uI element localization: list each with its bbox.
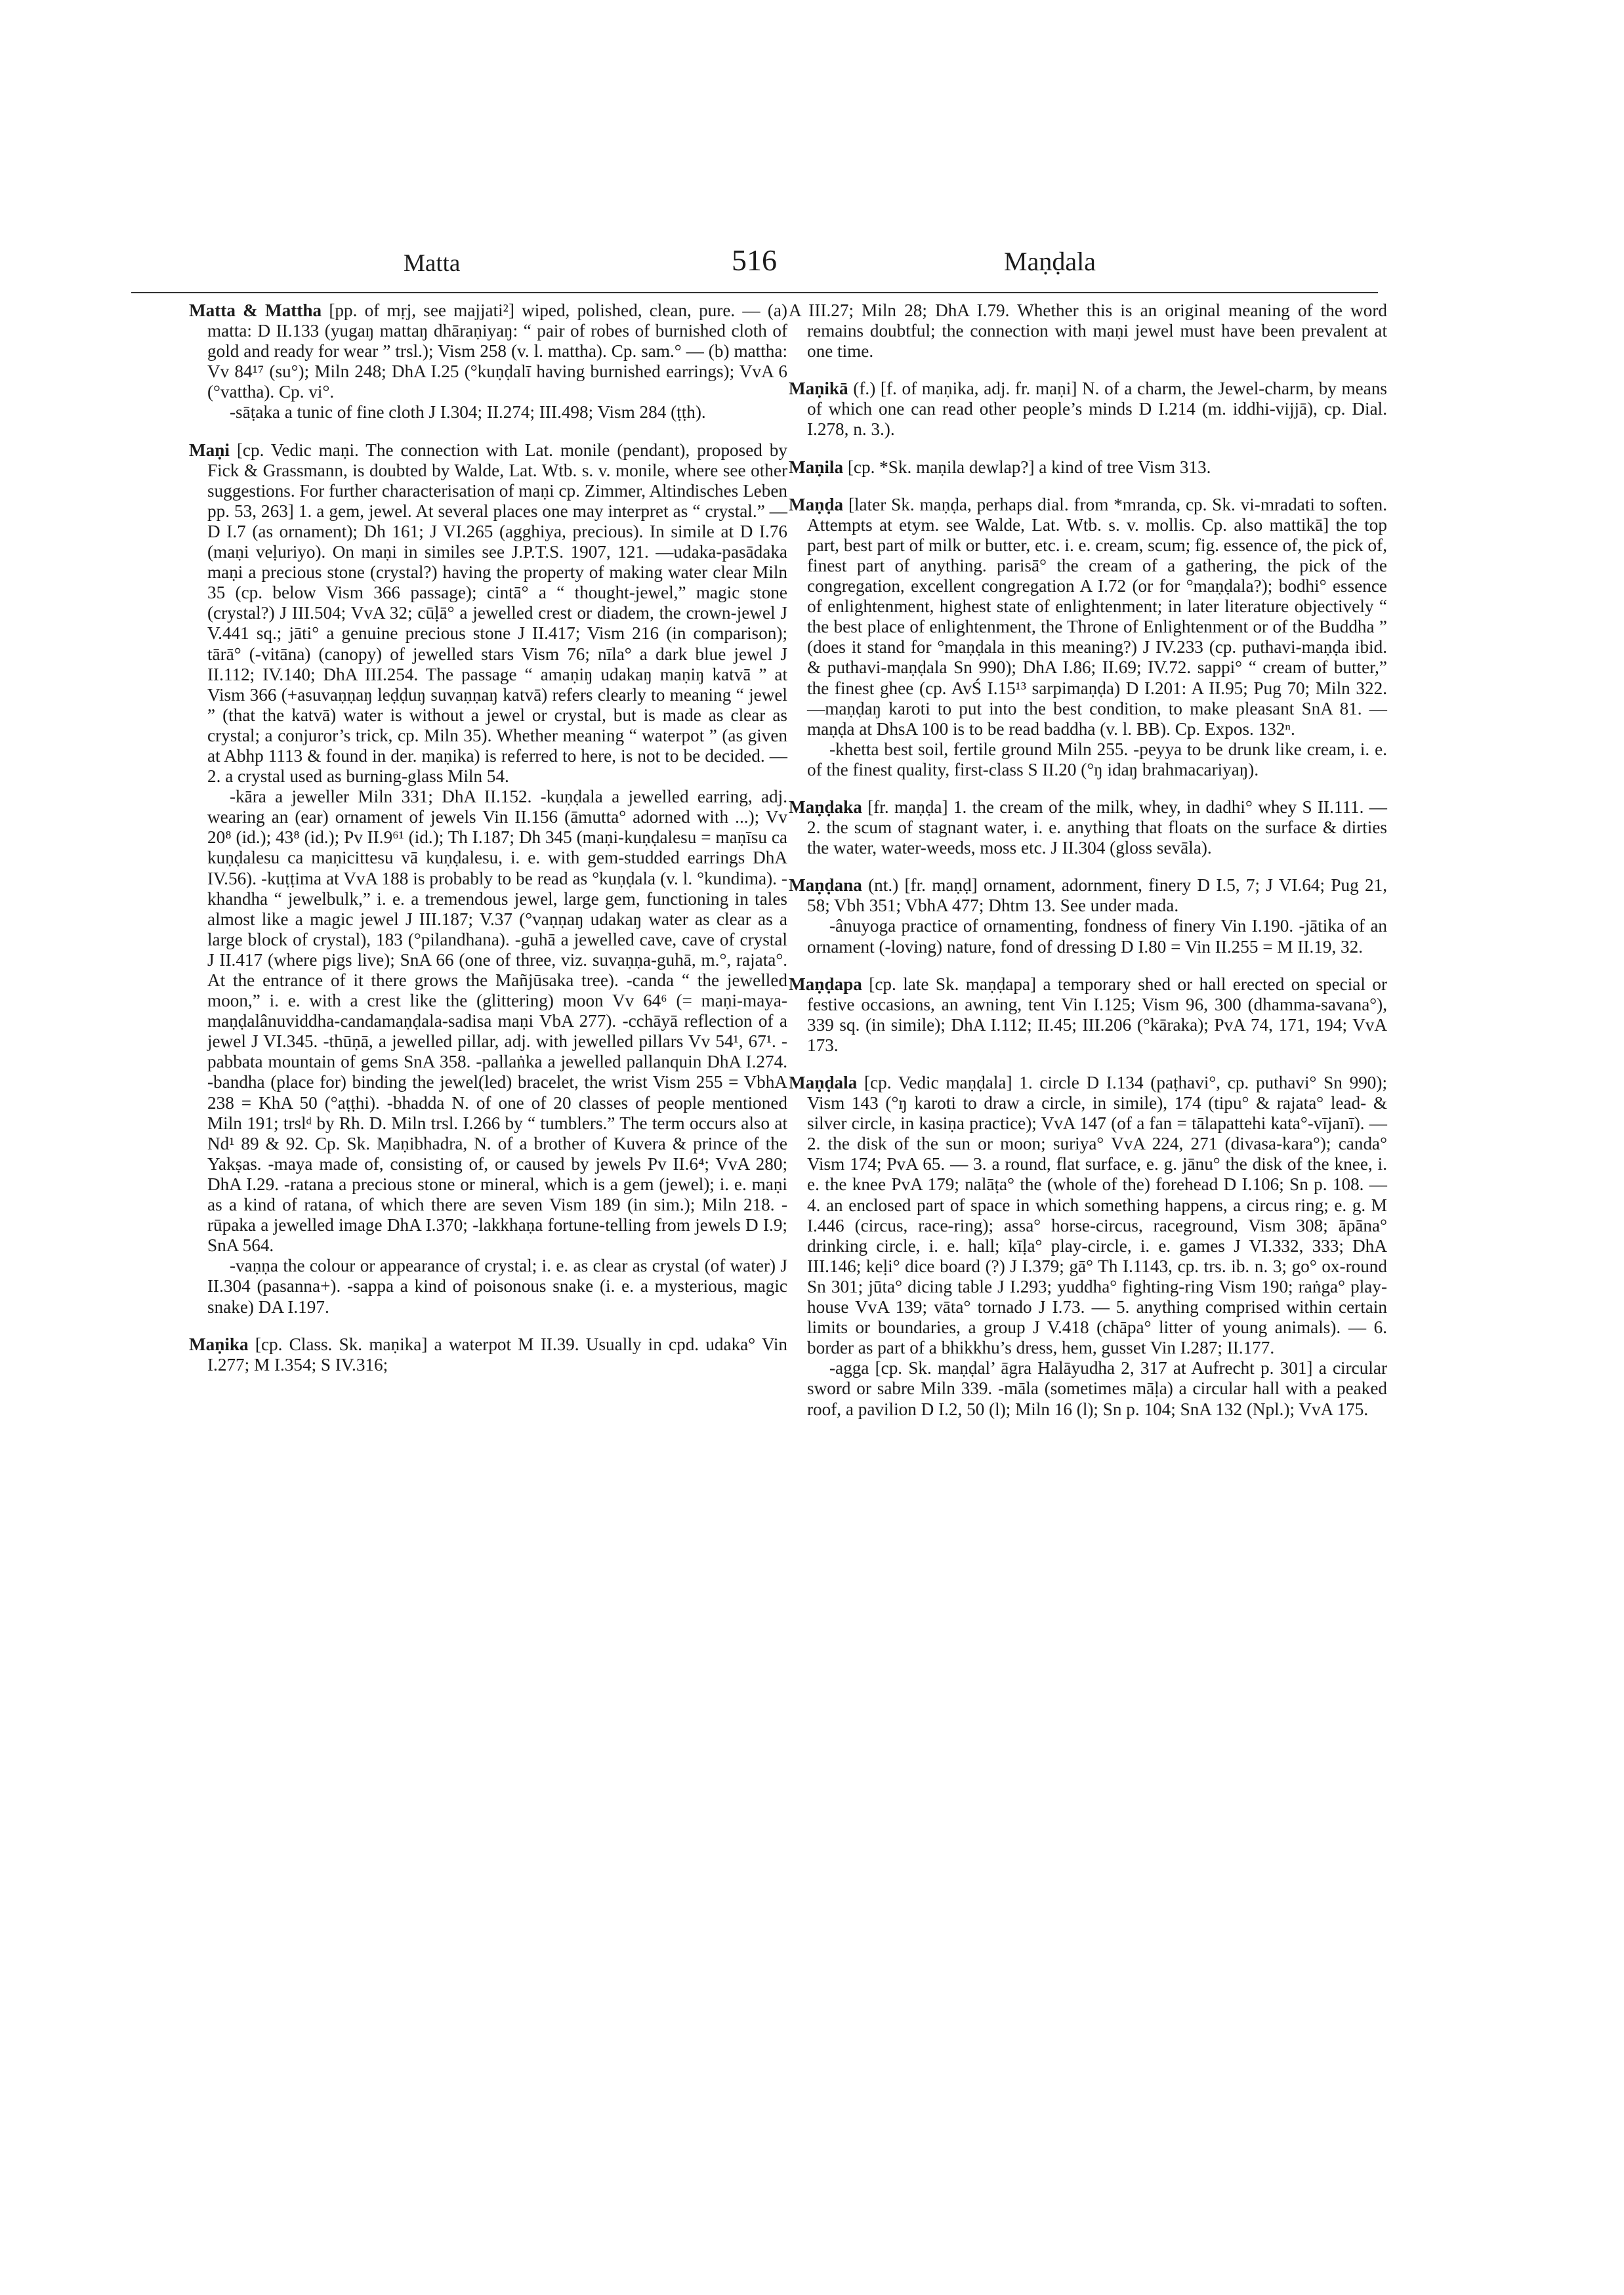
dictionary-entry — [789, 300, 1387, 362]
left-guide-word: Matta — [404, 250, 461, 277]
entry-body: [cp. Class. Sk. maṇika] a waterpot M II.39. Usually in cpd. udaka° Vin I.277; M I.354; S IV.316; — [207, 1334, 787, 1375]
entry-compounds: -agga [cp. Sk. maṇḍal’ āgra Halāyudha 2, 317 at Aufrecht p. 301] a circular sword or sabre Miln 339. -māla (sometimes māḷa) a circular hall with a peaked roof, a pavilion D I.2, 50 (l); Miln 16 (l); Sn p. 104; SnA 132 (Npl.); VvA 175. — [807, 1358, 1387, 1419]
entry-headword: Matta & Mattha — [189, 300, 322, 320]
entry-compounds: -vaṇṇa the colour or appearance of crystal; i. e. as clear as crystal (of water) J II.304 (pasanna+). -sappa a kind of poisonous snake (i. e. a mysterious, magic snake) DA I.197. — [207, 1256, 787, 1317]
dictionary-entry — [789, 379, 1387, 440]
dictionary-entry — [789, 797, 1387, 858]
entry-body: [pp. of mṛj, see majjati²] wiped, polished, clean, pure. — (a) matta: D II.133 (yugaŋ mattaŋ dhāraṇiyaŋ: “ pair of robes of burnished cloth of gold and ready for wear ” trsl.); Vism 258 (v. l. mattha). Cp. sam.° — (b) mattha: Vv 84¹⁷ (su°); Miln 248; DhA I.25 (°kuṇḍalī having burnished earrings); VvA 6 (°vattha). Cp. vi°. — [207, 300, 787, 402]
header-rule — [131, 292, 1378, 293]
dictionary-entry — [789, 875, 1387, 957]
entry-headword: Maṇḍaka — [789, 796, 862, 817]
entry-headword: Maṇḍana — [789, 875, 862, 896]
dictionary-entry — [789, 495, 1387, 780]
entry-body: [cp. Vedic maṇi. The connection with Lat. monile (pendant), proposed by Fick & Grassmann, is doubted by Walde, Lat. Wtb. s. v. monile, where see other suggestions. For further characterisation of maṇi cp. Zimmer, Altindisches Leben pp. 53, 263] 1. a gem, jewel. At several places one may interpret as “ crystal.” — D I.7 (as ornament); Dh 161; J VI.265 (agghiya, precious). In simile at D I.76 (maṇi veḷuriyo). On maṇi in similes see J.P.T.S. 1907, 121. —udaka-pasādaka maṇi a precious stone (crystal?) having the property of making water clear Miln 35 (cp. below Vism 366 passage); cintā° a “ thought-jewel,” magic stone (crystal?) J III.504; VvA 32; cūḷā° a jewelled crest or diadem, the crown-jewel J V.441 sq.; jāti° a genuine precious stone J II.417; Vism 216 (in comparison); tārā° (-vitāna) (canopy) of jewelled stars Vism 76; nīla° a dark blue jewel J II.112; IV.140; DhA III.254. The passage “ amaṇiŋ udakaŋ maṇiŋ katvā ” at Vism 366 (+asuvaṇṇaŋ leḍḍuŋ suvaṇṇaŋ katvā) refers clearly to meaning “ jewel ” (that the katvā) water is without a jewel or crystal, but is made as clear as crystal; a conjuror’s trick, cp. Miln 35). Whether meaning “ waterpot ” (as given at Abhp 1113 & found in der. maṇika) is referred to here, is not to be decided. — 2. a crystal used as burning-glass Miln 54. — [207, 440, 787, 787]
page-number: 516 — [732, 243, 777, 277]
left-column — [189, 300, 787, 1375]
entry-compounds: -ânuyoga practice of ornamenting, fondness of finery Vin I.190. -jātika of an ornament (-loving) nature, fond of dressing D I.80 = Vin II.255 = M II.19, 32. — [807, 916, 1387, 957]
dictionary-entry — [789, 1073, 1387, 1420]
entry-headword: Maṇḍapa — [789, 974, 862, 994]
entry-headword: Maṇḍa — [789, 494, 844, 514]
right-column — [789, 300, 1387, 1420]
entry-headword: Maṇila — [789, 457, 844, 477]
dictionary-entry — [189, 300, 787, 423]
entry-headword: Maṇikā — [789, 379, 848, 399]
dictionary-entry — [789, 974, 1387, 1056]
entry-body: (f.) [f. of maṇika, adj. fr. maṇi] N. of a charm, the Jewel-charm, by means of which one can read other people’s minds D I.214 (m. iddhi-vijjā), cp. Dial. I.278, n. 3.). — [807, 379, 1387, 440]
entry-headword: Maṇḍala — [789, 1073, 858, 1092]
running-header — [131, 243, 1378, 289]
entry-body: [cp. late Sk. maṇḍapa] a temporary shed or hall erected on special or festive occasions, an awning, tent Vin I.125; Vism 96, 300 (dhamma-savana°), 339 sq. (in simile); DhA I.112; II.45; III.206 (°kāraka); PvA 74, 171, 194; VvA 173. — [807, 974, 1387, 1055]
entry-body: A III.27; Miln 28; DhA I.79. Whether this is an original meaning of the word remains doubtful; the connection with maṇi jewel must have been prevalent at one time. — [789, 300, 1387, 362]
dictionary-entry — [189, 1334, 787, 1375]
entry-body: [later Sk. maṇḍa, perhaps dial. from *mranda, cp. Sk. vi-mradati to soften. Attempts at etym. see Walde, Lat. Wtb. s. v. mollis. Cp. also mattikā] the top part, best part of milk or butter, etc. i. e. cream, scum; fig. essence of, the pick of, finest part of anything. parisā° the cream of a gathering, the pick of the congregation, excellent congregation A I.72 (or for °maṇḍala?); bodhi° essence of enlightenment, highest state of enlightenment; in later literature objectively “ the best place of enlightenment, the Throne of Enlightenment or of the Buddha ” (does it stand for °maṇḍala in this meaning?) J IV.233 (cp. puthavi-maṇḍa ibid. & puthavi-maṇḍala Sn 990); DhA I.86; II.69; IV.72. sappi° “ cream of butter,” the finest ghee (cp. AvŚ I.15¹³ sarpimaṇḍa) D I.201: A II.95; Pug 70; Miln 322. —maṇḍaŋ karoti to put into the best condition, to make pleasant SnA 81. —maṇḍa at DhsA 100 is to be read baddha (v. l. BB). Cp. Expos. 132ⁿ. — [807, 494, 1387, 739]
entry-body: [cp. *Sk. maṇila dewlap?] a kind of tree Vism 313. — [843, 457, 1211, 477]
entry-body: [fr. maṇḍa] 1. the cream of the milk, whey, in dadhi° whey S II.111. — 2. the scum of stagnant water, i. e. anything that floats on the surface & dirties the water, water-weeds, moss etc. J II.304 (gloss sevāla). — [807, 796, 1387, 858]
entry-body: [cp. Vedic maṇḍala] 1. circle D I.134 (paṭhavi°, cp. puthavi° Sn 990); Vism 143 (°ŋ karoti to draw a circle, in simile), 174 (tipu° & rajata° lead- & silver circle, in kasiṇa practice); VvA 147 (of a fan = tālapattehi kata°-vījanī). — 2. the disk of the sun or moon; suriya° VvA 224, 271 (divasa-kara°); canda° Vism 174; PvA 65. — 3. a round, flat surface, e. g. jānu° the disk of the knee, i. e. the knee PvA 179; nalāṭa° the (whole of the) forehead D I.106; Sn p. 108. — 4. an enclosed part of space in which something happens, a circus ring; e. g. M I.446 (circus, race-ring); assa° horse-circus, raceground, Vism 308; āpāna° drinking circle, i. e. hall; kīḷa° play-circle, i. e. games J VI.332, 333; DhA III.146; keḷi° dice board (?) J I.379; gā° Th I.1143, cp. trs. ib. n. 3; go° ox-round Sn 301; jūta° dicing table J I.293; yuddha° fighting-ring Vism 190; raṅga° play-house VvA 139; vāta° tornado J I.73. — 5. anything comprised within certain limits or boundaries, a group J V.418 (chāpa° litter of young animals). — 6. border as part of a bhikkhu’s dress, hem, gusset Vin I.287; II.177. — [807, 1073, 1387, 1358]
dictionary-entry — [189, 440, 787, 1317]
entry-compounds: -sāṭaka a tunic of fine cloth J I.304; II.274; III.498; Vism 284 (ṭṭh). — [230, 402, 706, 423]
entry-headword: Maṇi — [189, 440, 230, 460]
entry-headword: Maṇika — [189, 1334, 249, 1354]
entry-body: (nt.) [fr. maṇḍ] ornament, adornment, finery D I.5, 7; J VI.64; Pug 21, 58; Vbh 351; VbhA 477; Dhtm 13. See under mada. — [807, 875, 1387, 916]
right-guide-word: Maṇḍala — [1004, 247, 1096, 276]
entry-compounds: -kāra a jeweller Miln 331; DhA II.152. -kuṇḍala a jewelled earring, adj. wearing an (ear) ornament of jewels Vin II.156 (āmutta° adorned with ...); Vv 20⁸ (id.); 43⁸ (id.); Pv II.9⁶¹ (id.); Th I.187; Dh 345 (maṇi-kuṇḍalesu = maṇīsu ca kuṇḍalesu ca maṇicittesu vā kuṇḍalesu, i. e. with gem-studded earrings DhA IV.56). -kuṭṭima at VvA 188 is probably to be read as °kuṇḍala (v. l. °kundima). -khandha “ jewelbulk,” i. e. a tremendous jewel, large gem, functioning in tales almost like a magic jewel J III.187; V.37 (°vaṇṇaŋ udakaŋ water as clear as a large block of crystal), 183 (°pilandhana). -guhā a jewelled cave, cave of crystal J II.417 (where pigs live); SnA 66 (one of three, viz. suvaṇṇa-guhā, m.°, rajata°. At the entrance of it there grows the Mañjūsaka tree). -canda “ the jewelled moon,” i. e. with a crest like the (glittering) moon Vv 64⁶ (= maṇi-maya-maṇḍalânuviddha-candamaṇḍala-sadisa maṇi VbA 277). -cchāyā reflection of a jewel J VI.345. -thūṇā, a jewelled pillar, adj. with jewelled pillars Vv 54¹, 67¹. -pabbata mountain of gems SnA 358. -pallaṅka a jewelled pallanquin DhA I.274. -bandha (place for) binding the jewel(led) bracelet, the wrist Vism 255 = VbhA 238 = KhA 50 (°aṭṭhi). -bhadda N. of one of 20 classes of people mentioned Miln 191; trslᵈ by Rh. D. Miln trsl. I.266 by “ tumblers.” The term occurs also at Nd¹ 89 & 92. Cp. Sk. Maṇibhadra, N. of a brother of Kuvera & prince of the Yakṣas. -maya made of, consisting of, or caused by jewels Pv II.6⁴; VvA 280; DhA I.29. -ratana a precious stone or mineral, which is a gem (jewel); i. e. maṇi as a kind of ratana, of which there are seven Vism 189 (in sim.); Miln 218. -rūpaka a jewelled image DhA I.370; -lakkhaṇa fortune-telling from jewels D I.9; SnA 564. — [207, 787, 787, 1256]
dictionary-entry — [789, 457, 1387, 478]
entry-compounds: -khetta best soil, fertile ground Miln 255. -peyya to be drunk like cream, i. e. of the finest quality, first-class S II.20 (°ŋ idaŋ brahmacariyaŋ). — [807, 739, 1387, 779]
